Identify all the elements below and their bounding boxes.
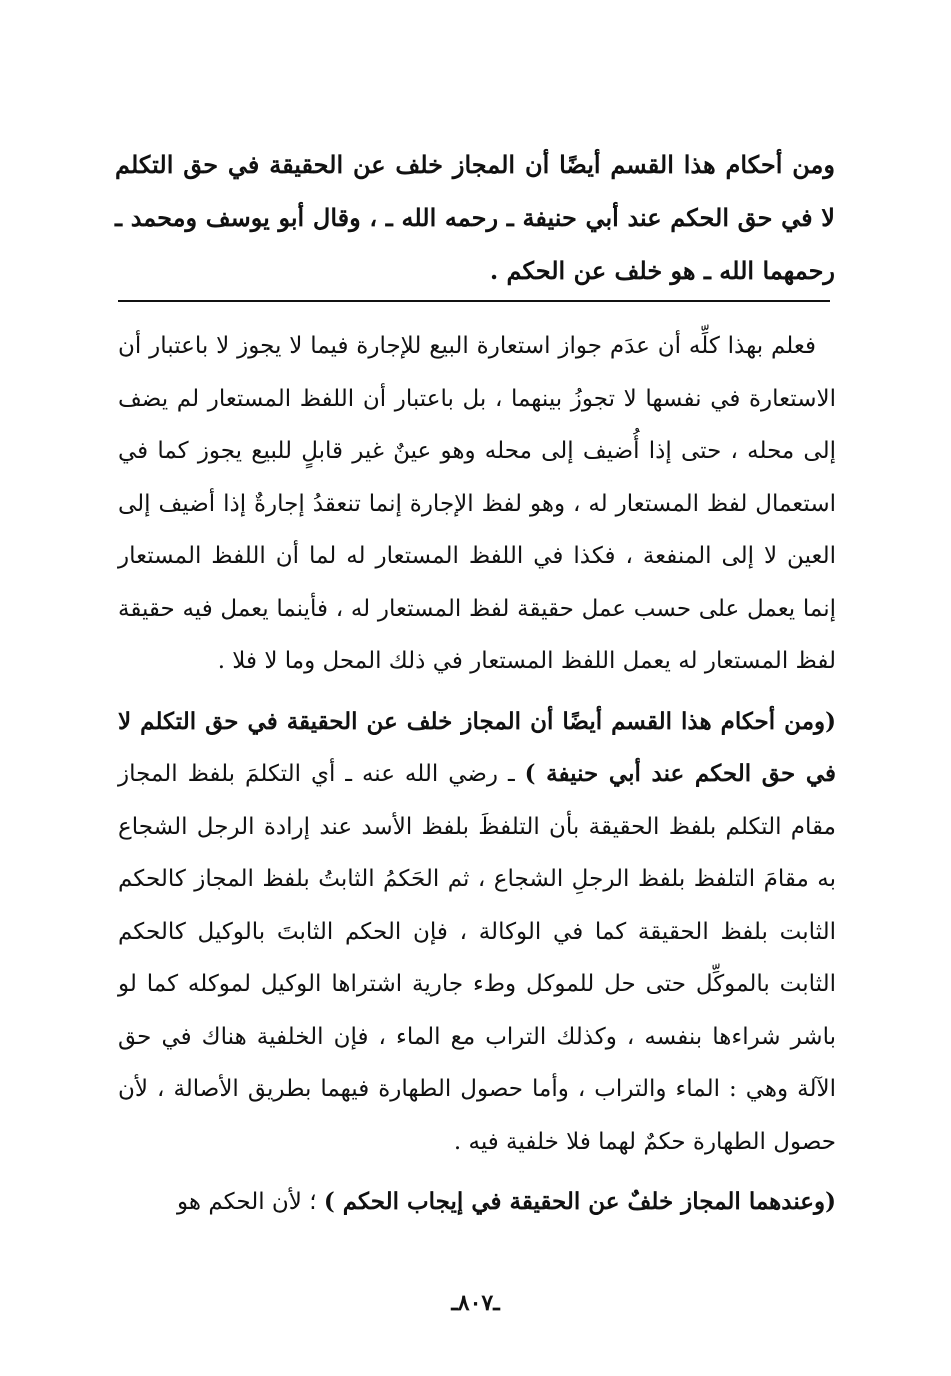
commentary-paragraph-2-body: ـ رضي الله عنه ـ أي التكلمَ بلفظ المجاز مقام التكلم بلفظ الحقيقة بأن التلفظَ بلفظ الأسد عند إرادة الرجل الشجاع به مقامَ التلفظ بلفظ الرجلِ الشجاع ، ثم الحَكمُ الثابتُ بلفظ المجاز كالحكم الثابت بلفظ الحقيقة كما في الوكالة ، فإن الحكم الثابتَ بالوكيل كالحكم الثابت بالموكِّل حتى حل للموكل وطء جارية اشتراها الوكيل لموكله كما لو باشر شراءها بنفسه ، وكذلك التراب مع الماء ، فإن الخلفية هناك في حق الآلة وهي : الماء والتراب ، وأما حصول الطهارة فيهما بطريق الأصالة ، لأن حصول الطهارة حكمٌ لهما فلا خلفية فيه . <box>118 761 836 1155</box>
quoted-matn-2: (ومن أحكام هذا القسم أيضًا أن المجاز خلف عن الحقيقة في حق التكلم لا في حق الحكم عند أبي حنيفة ) <box>118 707 836 787</box>
matn-text: ومن أحكام هذا القسم أيضًا أن المجاز خلف عن الحقيقة في حق التكلم لا في حق الحكم عند أبي حنيفة ـ رحمه الله ـ ، وقال أبو يوسف ومحمد ـ رحمهما الله ـ هو خلف عن الحكم . <box>115 150 835 285</box>
page-number: ـ٨٠٧ـ <box>451 1290 500 1316</box>
commentary-paragraph-2 <box>118 696 836 1169</box>
quoted-matn-3: (وعندهما المجاز خلفٌ عن الحقيقة في إيجاب الحكم ) <box>323 1188 836 1215</box>
section-divider <box>118 300 830 302</box>
commentary-paragraph-3-body: ؛ لأن الحكم هو <box>177 1189 324 1215</box>
commentary-section <box>118 320 836 1237</box>
commentary-paragraph-1: فعلم بهذا كلِّه أن عدَم جواز استعارة البيع للإجارة فيما لا يجوز لا باعتبار أن الاستعارة في نفسها لا تجوزُ بينهما ، بل باعتبار أن اللفظ المستعار لم يضف إلى محله ، حتى إذا أُضيف إلى محله وهو عينٌ غير قابلٍ للبيع يجوز كما في استعمال لفظ المستعار له ، وهو لفظ الإجارة إنما تنعقدُ إجارةٌ إذا أضيف إلى العين لا إلى المنفعة ، فكذا في اللفظ المستعار له لما أن اللفظ المستعار إنما يعمل على حسب عمل حقيقة لفظ المستعار له ، فأينما يعمل فيه حقيقة لفظ المستعار له يعمل اللفظ المستعار في ذلك المحل وما لا فلا . <box>118 333 836 674</box>
commentary-paragraph-3 <box>118 1176 836 1229</box>
